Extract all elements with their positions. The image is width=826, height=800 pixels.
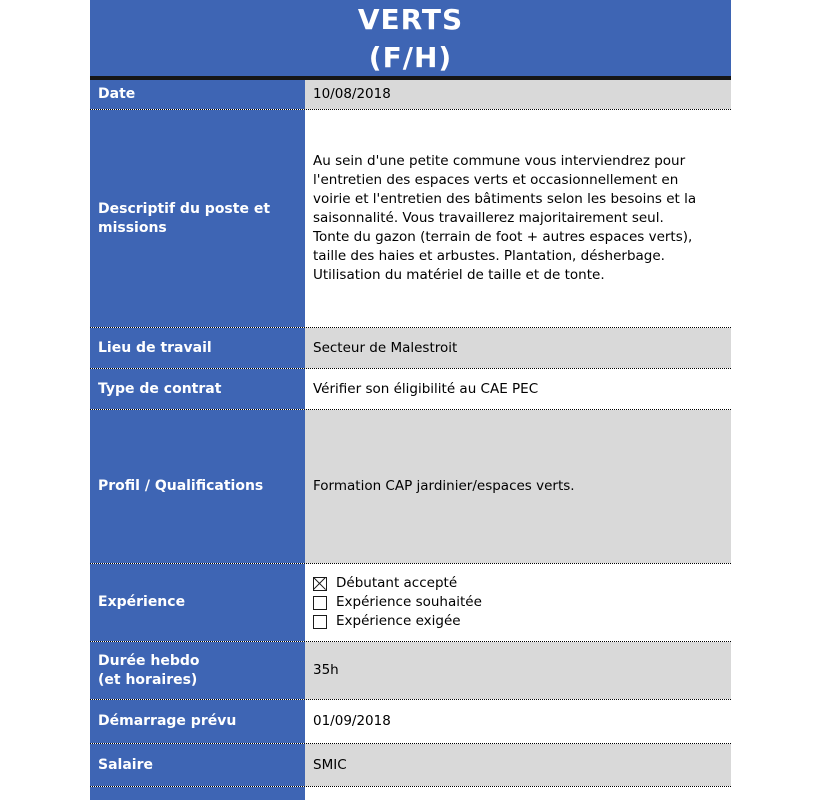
job-title-header <box>90 0 731 80</box>
row-descriptif-label: Descriptif du poste et missions <box>90 110 305 327</box>
experience-option-label: Débutant accepté <box>336 575 458 591</box>
experience-option <box>313 574 719 593</box>
row-lieu-de-travail <box>90 328 731 369</box>
duree-label-line1: Durée hebdo <box>98 652 200 669</box>
row-salaire-value: SMIC <box>305 744 731 786</box>
checkbox-icon <box>313 577 327 591</box>
row-demarrage-prevu <box>90 700 731 744</box>
row-experience-label: Expérience <box>90 564 305 641</box>
row-duree-label <box>90 642 305 699</box>
job-title-line2: (F/H) <box>368 41 453 74</box>
row-demarrage-label: Démarrage prévu <box>90 700 305 743</box>
row-date-value: 10/08/2018 <box>305 80 731 109</box>
descriptif-paragraph-2: Tonte du gazon (terrain de foot + autres espaces verts), taille des haies et arbustes. Plantation, désherbage. Utilisation du matériel de taille et de tonte. <box>313 229 693 283</box>
row-profil-label: Profil / Qualifications <box>90 410 305 563</box>
row-salaire-label: Salaire <box>90 744 305 786</box>
experience-option-label: Expérience exigée <box>336 613 461 629</box>
row-partial-cutoff <box>90 787 731 800</box>
row-type-de-contrat <box>90 369 731 410</box>
checkbox-icon <box>313 596 327 610</box>
row-duree-value: 35h <box>305 642 731 699</box>
row-profil-value: Formation CAP jardinier/espaces verts. <box>305 410 731 563</box>
duree-label-line2: (et horaires) <box>98 671 198 688</box>
job-posting-table <box>90 0 731 800</box>
experience-option <box>313 593 719 612</box>
row-type-value: Vérifier son éligibilité au CAE PEC <box>305 369 731 409</box>
row-lieu-label: Lieu de travail <box>90 328 305 368</box>
job-title-line1: VERTS <box>357 3 464 36</box>
row-date-label: Date <box>90 80 305 109</box>
descriptif-paragraph-1: Au sein d'une petite commune vous interviendrez pour l'entretien des espaces verts et occasionnellement en voirie et l'entretien des bâtiments selon les besoins et la saisonnalité. Vous travaillerez majoritairement seul. <box>313 153 697 226</box>
experience-option <box>313 612 719 631</box>
row-salaire <box>90 744 731 787</box>
row-partial-value <box>305 787 731 800</box>
experience-option-label: Expérience souhaitée <box>336 594 482 610</box>
row-experience <box>90 564 731 642</box>
row-experience-value <box>305 564 731 641</box>
row-descriptif-value <box>305 110 731 327</box>
row-partial-label <box>90 787 305 800</box>
row-profil-qualifications <box>90 410 731 564</box>
row-descriptif <box>90 110 731 328</box>
row-lieu-value: Secteur de Malestroit <box>305 328 731 368</box>
row-demarrage-value: 01/09/2018 <box>305 700 731 743</box>
row-date <box>90 80 731 110</box>
row-type-label: Type de contrat <box>90 369 305 409</box>
checkbox-icon <box>313 615 327 629</box>
row-duree-hebdo <box>90 642 731 700</box>
